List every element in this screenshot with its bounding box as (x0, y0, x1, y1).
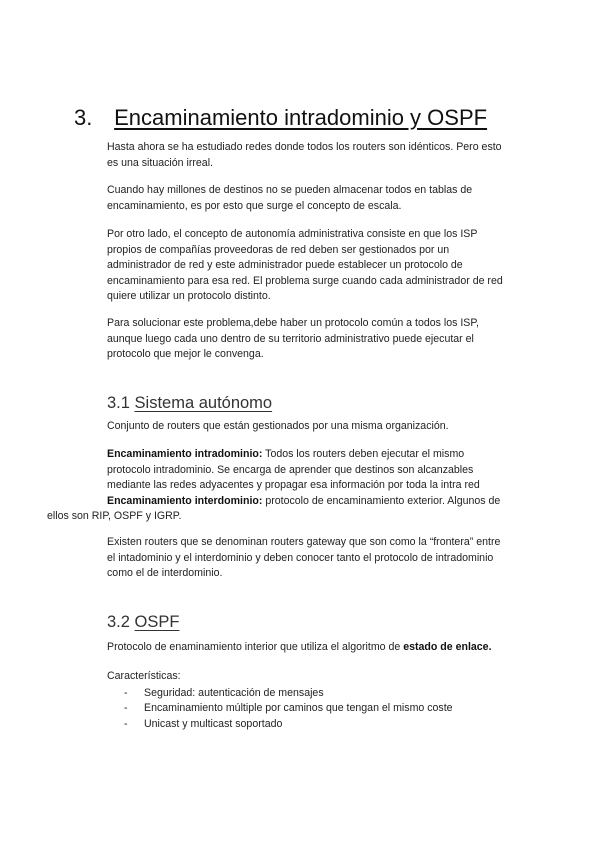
intro-paragraph-3 (107, 227, 527, 305)
bullet-dash: - (124, 687, 128, 699)
text-line: Conjunto de routers que están gestionados por una misma organización. (107, 420, 449, 432)
text-line: propios de compañías proveedoras de red deben ser gestionados por un (107, 243, 450, 256)
text-line: Cuando hay millones de destinos no se pueden almacenar todos en tablas de (107, 184, 473, 196)
subsection-number: 3.2 (107, 613, 130, 631)
section-number: 3. (74, 105, 93, 130)
intro-paragraph-2 (107, 183, 527, 214)
ospf-description (107, 640, 527, 656)
text-span: Todos los routers deben ejecutar el mismo (262, 448, 465, 460)
inter-line-1 (107, 494, 527, 510)
subsection-heading-3-2 (107, 612, 179, 632)
intro-paragraph-1 (107, 140, 527, 171)
text-line: protocolo que mejor le convenga. (107, 348, 264, 361)
text-line: Para solucionar este problema,debe haber un protocolo común a todos los ISP, (107, 317, 479, 329)
text-span: Protocolo de enaminamiento interior que utiliza el algoritmo de (107, 641, 404, 653)
text-line: administrador de red y este administrador puede establecer un protocolo de (107, 259, 463, 272)
text-line (107, 640, 527, 656)
list-item-text: Seguridad: autenticación de mensajes (144, 687, 324, 699)
text-line: Existen routers que se denominan routers gateway que son como la “frontera” entre (107, 536, 501, 548)
list-item-text: Encaminamiento múltiple por caminos que tengan el mismo coste (144, 702, 453, 715)
bullet-dash: - (124, 702, 128, 715)
list-item-text: Unicast y multicast soportado (144, 717, 283, 730)
list-item (124, 686, 453, 701)
text-line: encaminamiento para esa red. El problema surge cuando cada administrador de red (107, 274, 503, 287)
list-item (124, 717, 453, 732)
text-line: es una situación irreal. (107, 156, 213, 169)
list-item (124, 701, 453, 716)
subsection-heading-3-1 (107, 393, 272, 413)
subsection-title: OSPF (134, 613, 180, 631)
features-list (124, 686, 453, 732)
bullet-dash: - (124, 717, 128, 730)
text-line: aunque luego cada uno dentro de su territorio administrativo puede ejecutar el (107, 332, 474, 345)
text-line: Hasta ahora se ha estudiado redes donde todos los routers son idénticos. Pero esto (107, 141, 502, 153)
subsection-title: Sistema autónomo (134, 394, 273, 412)
text-line: ellos son RIP, OSPF y IGRP. (47, 510, 182, 523)
features-label (107, 669, 527, 685)
text-line: Características: (107, 670, 181, 682)
text-span: protocolo de encaminamiento exterior. Algunos de (262, 494, 501, 507)
definition-paragraph (107, 419, 527, 435)
intra-line-1 (107, 447, 527, 463)
subsection-number: 3.1 (107, 394, 130, 412)
text-line: mediante las redes adyacentes y propagar esa información por toda la intra red (107, 479, 480, 492)
section-heading (74, 104, 487, 132)
encaminamiento-paragraph (47, 447, 527, 525)
text-line: encaminamiento, es por esto que surge el concepto de escala. (107, 199, 402, 212)
text-line: Por otro lado, el concepto de autonomía administrativa consiste en que los ISP (107, 228, 478, 240)
text-line: quiere utilizar un protocolo distinto. (107, 290, 271, 303)
section-title: Encaminamiento intradominio y OSPF (114, 105, 488, 130)
inter-term: Encaminamiento interdominio: (107, 494, 263, 507)
text-line: el intadominio y el interdominio y deben conocer tanto el protocolo de intradominio (107, 551, 494, 564)
text-line: protocolo intradominio. Se encarga de aprender que destinos son alcanzables (107, 463, 474, 476)
intra-term: Encaminamiento intradominio: (107, 448, 263, 460)
intro-paragraph-4 (107, 316, 527, 363)
bold-term: estado de enlace. (403, 641, 492, 653)
text-line: como el de interdominio. (107, 567, 223, 580)
gateway-paragraph (107, 535, 527, 582)
